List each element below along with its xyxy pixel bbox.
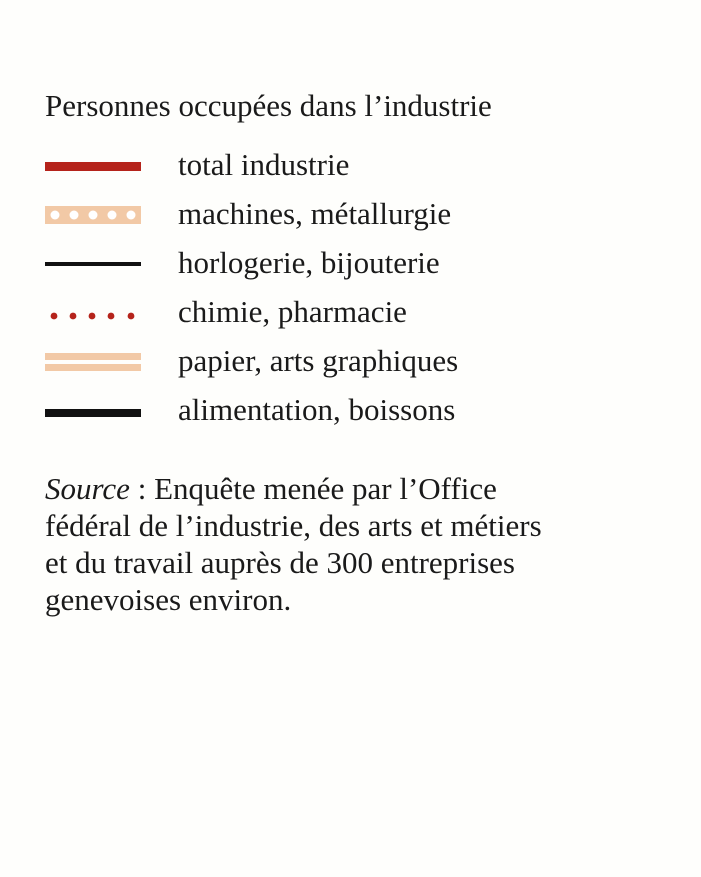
swatch-thin-black-line	[45, 249, 141, 279]
swatch-hole	[127, 211, 136, 220]
swatch-dot	[51, 313, 58, 320]
legend-item-chimie-pharmacie	[45, 292, 665, 341]
legend-item-alimentation-boissons	[45, 390, 665, 439]
swatch-hole	[108, 211, 117, 220]
legend-label: papier, arts graphiques	[178, 343, 459, 378]
swatch-hole	[51, 211, 60, 220]
legend-item-horlogerie-bijouterie	[45, 243, 665, 292]
swatch-hollow-dot-band	[45, 200, 141, 230]
swatch-double-line	[45, 347, 141, 377]
legend-label: horlogerie, bijouterie	[178, 245, 440, 280]
source-line-4: genevoises environ.	[45, 582, 292, 617]
legend-label: total industrie	[178, 147, 350, 182]
source-line-3: et du travail auprès de 300 entreprises	[45, 545, 515, 580]
legend-item-machines-metallurgie	[45, 194, 665, 243]
legend-label: alimentation, boissons	[178, 392, 456, 427]
swatch-line	[45, 409, 141, 417]
source-line-1	[45, 470, 685, 507]
swatch-line	[45, 162, 141, 171]
source-line-2: fédéral de l’industrie, des arts et métiers	[45, 508, 542, 543]
swatch-thick-black-line	[45, 396, 141, 426]
legend	[45, 145, 665, 439]
source-separator: :	[129, 471, 155, 506]
source-note	[45, 470, 685, 618]
legend-label: chimie, pharmacie	[178, 294, 407, 329]
swatch-dot	[128, 313, 135, 320]
swatch-line	[45, 262, 141, 266]
swatch-thick-red-line	[45, 151, 141, 181]
legend-item-papier-arts-graphiques	[45, 341, 665, 390]
legend-item-total-industrie	[45, 145, 665, 194]
swatch-hole	[89, 211, 98, 220]
legend-title: Personnes occupées dans l’industrie	[45, 88, 492, 123]
source-label: Source	[45, 471, 130, 506]
swatch-dot	[70, 313, 77, 320]
swatch-hole	[70, 211, 79, 220]
swatch-line-upper	[45, 353, 141, 360]
swatch-dot	[89, 313, 96, 320]
swatch-line-lower	[45, 364, 141, 371]
source-text: Enquête menée par l’Office	[154, 471, 497, 506]
swatch-dot	[108, 313, 115, 320]
legend-label: machines, métallurgie	[178, 196, 452, 231]
swatch-red-dotted-line	[45, 298, 141, 328]
